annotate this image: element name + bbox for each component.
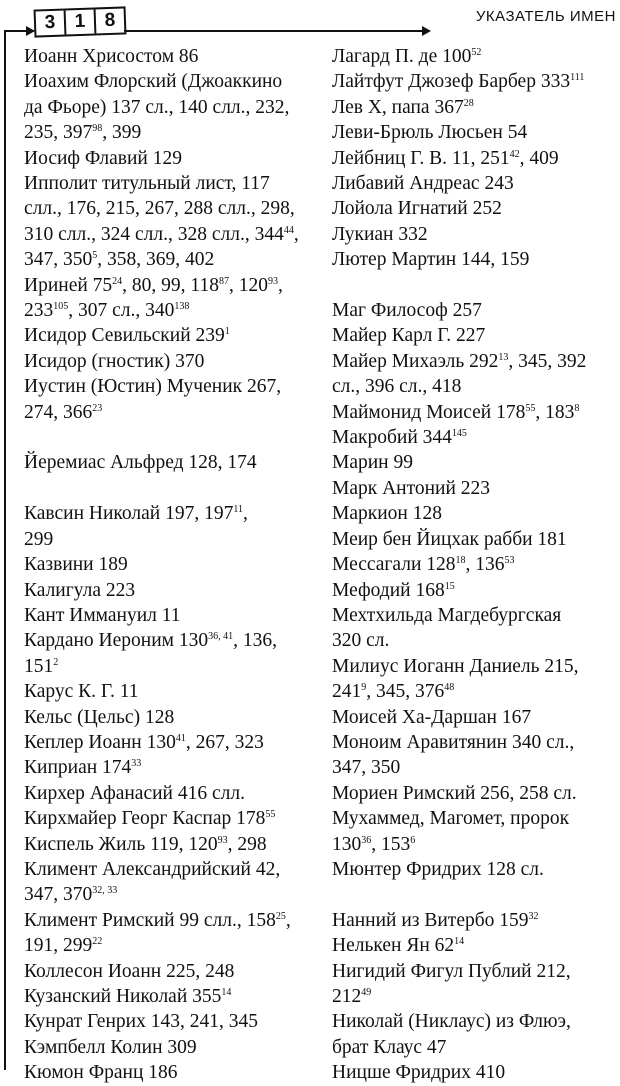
index-entry-line: [24, 44, 310, 69]
index-entry: [332, 196, 618, 221]
index-entry: [332, 298, 618, 323]
entry-text: Нанний из Витербо 159: [332, 909, 529, 931]
entry-text: Климент Римский 99 слл., 158: [24, 909, 276, 931]
footnote-ref: 23: [92, 402, 103, 414]
entry-text: Мессагали 128: [332, 554, 456, 576]
index-entry: [332, 476, 618, 501]
index-entry: [332, 527, 618, 552]
entry-text: , 345, 376: [366, 681, 445, 703]
entry-text: , 409: [519, 147, 559, 169]
index-entry-line: [24, 908, 310, 933]
entry-text: Либавий Андреас 243: [332, 173, 514, 195]
footnote-ref: 33: [131, 758, 142, 770]
index-entry-line: [332, 476, 618, 501]
footnote-ref: 44: [283, 224, 294, 236]
index-entry: [24, 552, 310, 577]
entry-text: Кузанский Николай 355: [24, 986, 222, 1007]
index-entry-line: [24, 781, 310, 806]
entry-text: Коллесон Иоанн 225, 248: [24, 960, 235, 982]
page-number-digit: 3: [36, 10, 67, 35]
index-entry-line: [24, 730, 310, 755]
index-entry-line: [332, 705, 618, 730]
entry-text: Нелькен Ян 62: [332, 935, 455, 957]
footnote-ref: 5: [92, 250, 98, 262]
index-entry-line: [24, 349, 310, 374]
index-entry-line: [332, 323, 618, 348]
index-entry-line: [24, 984, 310, 1009]
index-entry-line: [24, 196, 310, 221]
entry-text: ,: [293, 223, 299, 245]
entry-text: Нигидий Фигул Публий 212,: [332, 960, 571, 982]
index-entry: [24, 705, 310, 730]
entry-text: Климент Александрийский 42,: [24, 858, 281, 880]
index-entry-line: [24, 1009, 310, 1034]
index-entry-line: [24, 247, 310, 272]
footnote-ref: 36, 41: [208, 631, 234, 643]
page-number-digit: 8: [104, 9, 116, 32]
footnote-ref: 52: [471, 47, 482, 58]
entry-text: Лев X, папа 367: [332, 96, 464, 118]
entry-text: Моисей Ха-Даршан 167: [332, 706, 532, 728]
entry-text: ,: [285, 909, 291, 931]
entry-text: 130: [332, 833, 362, 855]
index-entry-line: [24, 171, 310, 196]
index-entry-line: [24, 450, 310, 475]
index-entry: [332, 1060, 618, 1085]
entry-text: Леви-Брюль Люсьен 54: [332, 122, 528, 144]
entry-text: Лайтфут Джозеф Барбер 333: [332, 71, 571, 93]
page-header: [0, 0, 620, 40]
entry-text: ,: [242, 503, 248, 525]
index-entry: [332, 44, 618, 69]
index-entry-line: [332, 857, 618, 882]
letter-group-gap: [24, 425, 310, 450]
index-entry-line: [24, 374, 310, 399]
index-entry: [332, 730, 618, 781]
index-entry: [24, 806, 310, 831]
page-number-digit: 1: [66, 9, 97, 34]
index-entry: [332, 654, 618, 705]
index-entry-line: [332, 120, 618, 145]
entry-text: 241: [332, 681, 362, 703]
index-entry: [332, 806, 618, 857]
entry-text: 347, 370: [24, 884, 93, 906]
index-entry: [24, 44, 310, 69]
entry-text: , 136,: [233, 630, 277, 652]
footnote-ref: 41: [175, 732, 186, 744]
index-entry: [332, 146, 618, 171]
index-entry-line: [332, 349, 618, 374]
entry-text: Йеремиас Альфред 128, 174: [24, 452, 257, 474]
entry-text: Маркион 128: [332, 503, 442, 525]
entry-text: Кюмон Франц 186: [24, 1062, 178, 1084]
entry-text: Карус К. Г. 11: [24, 681, 139, 703]
entry-text: Кунрат Генрих 143, 241, 345: [24, 1011, 258, 1033]
entry-text: Киприан 174: [24, 757, 132, 779]
index-entry-line: [24, 552, 310, 577]
index-entry-line: [332, 984, 618, 1009]
index-entry-line: [332, 247, 618, 272]
index-entry: [332, 578, 618, 603]
index-entry-line: [24, 654, 310, 679]
index-entry-line: [24, 120, 310, 145]
entry-text: Кирхмайер Георг Каспар 178: [24, 808, 266, 830]
index-entry: [332, 450, 618, 475]
entry-text: Кэмпбелл Колин 309: [24, 1036, 197, 1058]
index-entry-line: [332, 832, 618, 857]
entry-text: Иустин (Юстин) Мученик 267,: [24, 376, 282, 398]
arrow-right-icon: [422, 26, 431, 36]
index-entry-line: [332, 400, 618, 425]
index-entry-line: [332, 806, 618, 831]
entry-text: Казвини 189: [24, 554, 128, 576]
index-entry: [332, 171, 618, 196]
index-entry: [332, 959, 618, 1010]
footnote-ref: 105: [53, 301, 69, 313]
entry-text: Моноим Аравитянин 340 сл.,: [332, 731, 575, 753]
footnote-ref: 6: [410, 834, 416, 846]
entry-text: Мориен Римский 256, 258 сл.: [332, 782, 577, 804]
entry-text: Мухаммед, Магомет, пророк: [332, 808, 570, 830]
index-entry: [24, 628, 310, 679]
entry-text: 235, 397: [24, 122, 93, 144]
entry-text: Ницше Фридрих 410: [332, 1062, 506, 1084]
index-entry: [332, 933, 618, 958]
entry-text: Николай (Никлаус) из Флюэ,: [332, 1011, 571, 1033]
footnote-ref: 14: [221, 987, 232, 998]
footnote-ref: 13: [498, 351, 509, 363]
entry-text: , 267, 323: [185, 731, 264, 753]
index-entry-line: [332, 374, 618, 399]
entry-text: сл., 396 сл., 418: [332, 376, 462, 398]
footnote-ref: 1: [224, 326, 230, 338]
footnote-ref: 24: [112, 275, 123, 287]
index-entry-line: [24, 222, 310, 247]
entry-text: Лойола Игнатий 252: [332, 198, 502, 220]
index-entry: [24, 323, 310, 348]
entry-text: Кирхер Афанасий 416 слл.: [24, 782, 245, 804]
footnote-ref: 15: [444, 580, 455, 592]
entry-text: Ипполит титульный лист, 117: [24, 173, 270, 195]
footnote-ref: 22: [92, 936, 103, 948]
footnote-ref: 87: [218, 275, 229, 287]
entry-text: Марк Антоний 223: [332, 477, 491, 499]
letter-group-gap: [332, 273, 618, 298]
index-entry-line: [24, 400, 310, 425]
entry-text: 191, 299: [24, 935, 93, 957]
index-entry-line: [332, 1009, 618, 1034]
entry-text: 299: [24, 528, 54, 550]
entry-text: Исидор (гностик) 370: [24, 350, 205, 372]
entry-text: брат Клаус 47: [332, 1036, 447, 1058]
index-entry-line: [24, 95, 310, 120]
entry-text: Лейбниц Г. В. 11, 251: [332, 147, 510, 169]
index-entry-line: [332, 501, 618, 526]
header-rule-right: [124, 30, 424, 32]
index-entry-line: [332, 171, 618, 196]
entry-text: 310 слл., 324 слл., 328 слл., 344: [24, 223, 284, 245]
index-entry: [24, 146, 310, 171]
footnote-ref: 55: [265, 809, 276, 821]
index-entry-line: [332, 425, 618, 450]
entry-text: , 298: [227, 833, 267, 855]
index-entry-line: [332, 603, 618, 628]
footnote-ref: 42: [509, 148, 520, 160]
index-entry-line: [332, 654, 618, 679]
index-entry: [332, 95, 618, 120]
index-entry: [24, 1035, 310, 1060]
footnote-ref: 36: [361, 834, 372, 846]
footnote-ref: 93: [267, 275, 278, 287]
entry-text: , 153: [371, 833, 411, 855]
frame-vertical-rule: [4, 30, 6, 1070]
entry-text: , 80, 99, 118: [122, 274, 219, 296]
entry-text: Иоахим Флорский (Джоаккино: [24, 71, 283, 93]
index-entry: [24, 984, 310, 1009]
index-entry-line: [24, 603, 310, 628]
index-entry-line: [24, 959, 310, 984]
index-entry: [332, 1009, 618, 1060]
entry-text: Меир бен Йицхак рабби 181: [332, 528, 567, 550]
index-entry-line: [332, 908, 618, 933]
footnote-ref: 53: [504, 555, 515, 567]
entry-text: слл., 176, 215, 267, 288 слл., 298,: [24, 198, 295, 220]
index-entry-line: [332, 527, 618, 552]
entry-text: Майер Михаэль 292: [332, 350, 499, 372]
letter-group-gap: [332, 882, 618, 907]
index-entry-line: [332, 781, 618, 806]
index-entry-line: [24, 755, 310, 780]
index-entry: [24, 730, 310, 755]
entry-text: Марин 99: [332, 452, 413, 474]
index-entry: [332, 781, 618, 806]
index-entry: [24, 603, 310, 628]
index-entry-line: [24, 298, 310, 323]
entry-text: 347, 350: [24, 249, 93, 271]
index-entry-line: [24, 628, 310, 653]
index-entry-line: [24, 323, 310, 348]
index-entry: [24, 374, 310, 425]
footnote-ref: 14: [454, 936, 465, 948]
index-entry-line: [24, 705, 310, 730]
footnote-ref: 111: [570, 72, 585, 84]
entry-text: 233: [24, 300, 54, 322]
footnote-ref: 32: [528, 910, 539, 922]
entry-text: Лукиан 332: [332, 223, 428, 245]
index-entry-line: [332, 755, 618, 780]
index-entry: [24, 679, 310, 704]
footnote-ref: 93: [217, 834, 228, 846]
index-entry: [24, 755, 310, 780]
entry-text: ,: [277, 274, 283, 296]
index-entry-line: [332, 196, 618, 221]
index-entry-line: [332, 95, 618, 120]
index-entry-line: [332, 578, 618, 603]
entry-text: Мефодий 168: [332, 579, 445, 601]
running-title: УКАЗАТЕЛЬ ИМЕН: [475, 8, 616, 25]
entry-text: Лютер Мартин 144, 159: [332, 249, 530, 271]
entry-text: 274, 366: [24, 401, 93, 423]
index-entry: [24, 349, 310, 374]
entry-text: 212: [332, 986, 362, 1007]
index-entry: [332, 603, 618, 654]
index-entry-line: [24, 69, 310, 94]
index-entry-line: [332, 552, 618, 577]
index-entry-line: [332, 222, 618, 247]
entry-text: Кант Иммануил 11: [24, 604, 181, 626]
entry-text: , 345, 392: [508, 350, 587, 372]
footnote-ref: 11: [233, 504, 243, 516]
footnote-ref: 32, 33: [92, 885, 118, 897]
footnote-ref: 8: [574, 402, 580, 414]
index-entry: [332, 705, 618, 730]
index-entry: [332, 501, 618, 526]
entry-text: Калигула 223: [24, 579, 136, 601]
entry-text: , 358, 369, 402: [97, 249, 215, 271]
index-entry-line: [332, 1035, 618, 1060]
arrow-right-icon: [26, 26, 35, 36]
index-entry-line: [332, 679, 618, 704]
entry-text: , 399: [102, 122, 142, 144]
entry-text: , 136: [465, 554, 505, 576]
index-entry-line: [332, 450, 618, 475]
index-entry: [332, 349, 618, 400]
footnote-ref: 138: [174, 301, 190, 313]
entry-text: 320 сл.: [332, 630, 390, 652]
entry-text: Кардано Иероним 130: [24, 630, 209, 652]
index-entry: [332, 323, 618, 348]
index-entry: [332, 247, 618, 272]
footnote-ref: 145: [451, 428, 467, 440]
footnote-ref: 9: [361, 682, 367, 694]
footnote-ref: 28: [463, 97, 474, 109]
index-entry-line: [332, 628, 618, 653]
index-entry-line: [332, 69, 618, 94]
entry-text: Маймонид Моисей 178: [332, 401, 526, 423]
index-entry: [332, 400, 618, 425]
index-entry-line: [332, 1060, 618, 1085]
footnote-ref: 49: [361, 987, 372, 998]
entry-text: , 120: [228, 274, 268, 296]
entry-text: Лагард П. де 100: [332, 46, 472, 67]
entry-text: Милиус Иоганн Даниель 215,: [332, 655, 579, 677]
footnote-ref: 48: [444, 682, 455, 694]
index-entry: [332, 222, 618, 247]
index-entry: [24, 273, 310, 324]
entry-text: 347, 350: [332, 757, 401, 779]
index-entry: [24, 171, 310, 273]
index-column-right: [332, 44, 618, 1086]
footnote-ref: 18: [455, 555, 466, 567]
letter-group-gap: [24, 476, 310, 501]
entry-text: Мюнтер Фридрих 128 сл.: [332, 858, 544, 880]
entry-text: Маг Философ 257: [332, 300, 482, 322]
entry-text: Майер Карл Г. 227: [332, 325, 486, 347]
index-entry: [332, 908, 618, 933]
index-entry: [24, 832, 310, 857]
entry-text: Макробий 344: [332, 427, 452, 449]
index-entry: [24, 501, 310, 552]
page-number-box: [34, 6, 127, 37]
index-entry: [24, 578, 310, 603]
index-entry: [332, 69, 618, 94]
index-entry-line: [24, 578, 310, 603]
index-entry: [24, 857, 310, 908]
entry-text: Мехтхильда Магдебургская: [332, 604, 562, 626]
index-entry-line: [24, 933, 310, 958]
index-entry-line: [332, 959, 618, 984]
entry-text: Киспель Жиль 119, 120: [24, 833, 218, 855]
index-entry-line: [332, 730, 618, 755]
entry-text: , 307 сл., 340: [68, 300, 175, 322]
index-entry-line: [24, 679, 310, 704]
entry-text: Кавсин Николай 197, 197: [24, 503, 234, 525]
index-entry-line: [332, 146, 618, 171]
index-entry-line: [24, 146, 310, 171]
index-entry-line: [24, 806, 310, 831]
index-entry: [24, 781, 310, 806]
index-entry-line: [332, 298, 618, 323]
index-entry-line: [24, 882, 310, 907]
index-entry: [332, 120, 618, 145]
index-entry: [24, 450, 310, 475]
index-entry: [332, 552, 618, 577]
index-entry: [332, 857, 618, 882]
index-entry-line: [332, 44, 618, 69]
index-entry-line: [24, 832, 310, 857]
index-entry: [24, 1009, 310, 1034]
index-entry-line: [24, 501, 310, 526]
index-entry: [24, 69, 310, 145]
index-entry-line: [24, 273, 310, 298]
footnote-ref: 55: [525, 402, 536, 414]
entry-text: да Фьоре) 137 сл., 140 слл., 232,: [24, 96, 290, 118]
index-entry-line: [24, 857, 310, 882]
index-entry: [24, 1060, 310, 1085]
footnote-ref: 25: [275, 910, 286, 922]
index-column-left: [24, 44, 310, 1086]
index-entry: [24, 959, 310, 984]
entry-text: Иоанн Хрисостом 86: [24, 46, 199, 67]
index-entry-line: [24, 1060, 310, 1085]
entry-text: Кеплер Иоанн 130: [24, 731, 176, 753]
footnote-ref: 98: [92, 123, 103, 135]
index-entry: [332, 425, 618, 450]
index-entry-line: [24, 527, 310, 552]
entry-text: Исидор Севильский 239: [24, 325, 225, 347]
entry-text: , 183: [535, 401, 575, 423]
entry-text: Ириней 75: [24, 274, 113, 296]
entry-text: Кельс (Цельс) 128: [24, 706, 175, 728]
index-entry-line: [332, 933, 618, 958]
index-entry-line: [24, 1035, 310, 1060]
entry-text: 151: [24, 655, 54, 677]
index-entry: [24, 908, 310, 959]
entry-text: Иосиф Флавий 129: [24, 147, 182, 169]
footnote-ref: 2: [53, 656, 59, 668]
